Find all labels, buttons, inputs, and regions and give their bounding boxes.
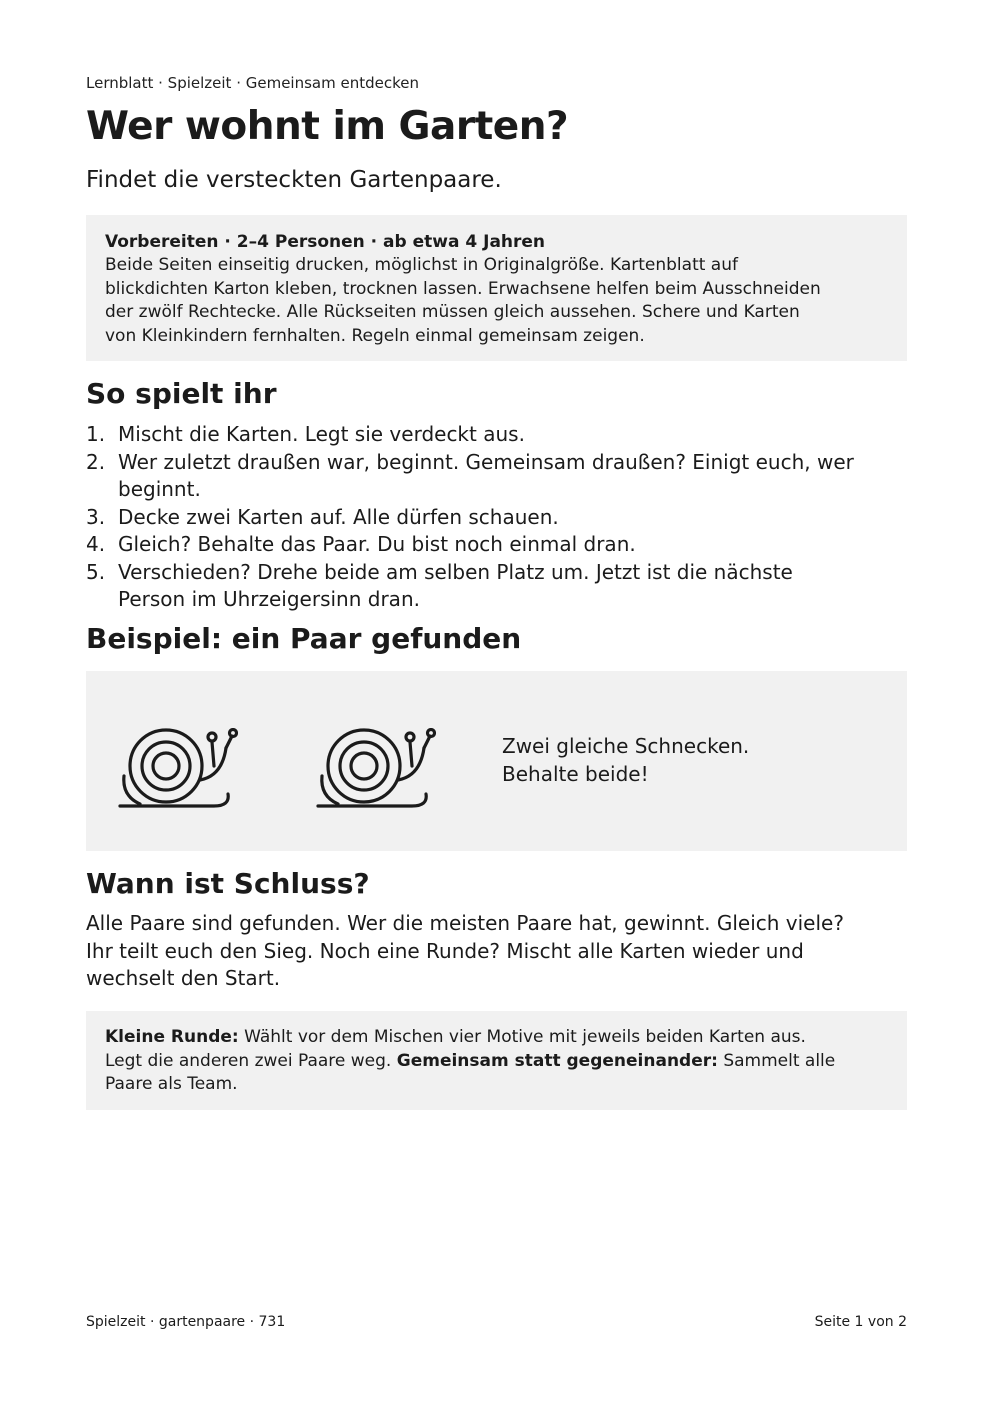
rules-list xyxy=(86,421,907,614)
preparation-text xyxy=(105,254,888,348)
variant-label-small-round: Kleine Runde: xyxy=(105,1027,239,1047)
variant-label-cooperative: Gemeinsam statt gegeneinander: xyxy=(396,1050,718,1071)
end-text xyxy=(86,910,907,993)
step-text: Gleich? Behalte das Paar. Du bist noch einmal dran. xyxy=(118,532,636,556)
step-text: beginnt. xyxy=(118,477,201,501)
snail-icon xyxy=(118,728,238,810)
example-caption-line: Behalte beide! xyxy=(502,761,649,786)
preparation-line: Beide Seiten einseitig drucken, möglichst in Originalgröße. Kartenblatt auf xyxy=(105,255,738,275)
preparation-line: der zwölf Rechtecke. Alle Rückseiten müssen gleich aussehen. Schere und Karten xyxy=(105,302,800,322)
rule-step xyxy=(86,531,907,559)
rule-step xyxy=(86,449,907,504)
end-line: wechselt den Start. xyxy=(86,966,281,990)
end-line: Ihr teilt euch den Sieg. Noch eine Runde? Mischt alle Karten wieder und xyxy=(86,938,804,963)
rules-heading: So spielt ihr xyxy=(86,377,277,410)
end-heading: Wann ist Schluss? xyxy=(86,867,370,900)
snail-icon xyxy=(316,728,436,810)
step-text: Verschieden? Drehe beide am selben Platz um. Jetzt ist die nächste xyxy=(118,559,793,584)
variants-line xyxy=(105,1026,888,1050)
example-caption-line: Zwei gleiche Schnecken. xyxy=(502,734,750,758)
step-text: Decke zwei Karten auf. Alle dürfen schauen. xyxy=(118,504,559,529)
step-text: Mischt die Karten. Legt sie verdeckt aus. xyxy=(118,422,525,446)
page-title: Wer wohnt im Garten? xyxy=(86,104,569,149)
example-heading: Beispiel: ein Paar gefunden xyxy=(86,622,522,655)
step-number: 1. xyxy=(86,422,106,446)
step-number: 2. xyxy=(86,449,106,474)
rule-step xyxy=(86,559,907,614)
variant-text: Legt die anderen zwei Paare weg. xyxy=(105,1050,397,1071)
breadcrumb: Lernblatt · Spielzeit · Gemeinsam entdecken xyxy=(86,74,419,92)
preparation-box xyxy=(86,215,907,361)
preparation-heading: Vorbereiten · 2–4 Personen · ab etwa 4 Jahren xyxy=(105,232,546,252)
preparation-line: blickdichten Karton kleben, trocknen lassen. Erwachsene helfen beim Ausschneiden xyxy=(105,278,821,299)
variant-text: Sammelt alle xyxy=(717,1050,836,1071)
page-subtitle: Findet die versteckten Gartenpaare. xyxy=(86,167,502,193)
example-box xyxy=(86,671,907,851)
variants-box xyxy=(86,1011,907,1110)
variants-line xyxy=(105,1073,888,1097)
step-number: 5. xyxy=(86,559,106,584)
footer-reference: Spielzeit · gartenpaare · 731 xyxy=(86,1314,286,1330)
end-line: Alle Paare sind gefunden. Wer die meisten Paare hat, gewinnt. Gleich viele? xyxy=(86,911,844,935)
step-number: 3. xyxy=(86,504,106,529)
variant-text: Wählt vor dem Mischen vier Motive mit jeweils beiden Karten aus. xyxy=(238,1027,806,1047)
step-number: 4. xyxy=(86,532,106,556)
preparation-line: von Kleinkindern fernhalten. Regeln einmal gemeinsam zeigen. xyxy=(105,325,645,346)
page-number: Seite 1 von 2 xyxy=(814,1314,907,1330)
example-caption xyxy=(502,733,749,788)
rule-step xyxy=(86,504,907,532)
variant-text: Paare als Team. xyxy=(105,1074,238,1094)
variants-line xyxy=(105,1050,888,1074)
step-text: Person im Uhrzeigersinn dran. xyxy=(118,587,420,611)
rule-step xyxy=(86,421,907,449)
step-text: Wer zuletzt draußen war, beginnt. Gemeinsam draußen? Einigt euch, wer xyxy=(118,449,854,474)
